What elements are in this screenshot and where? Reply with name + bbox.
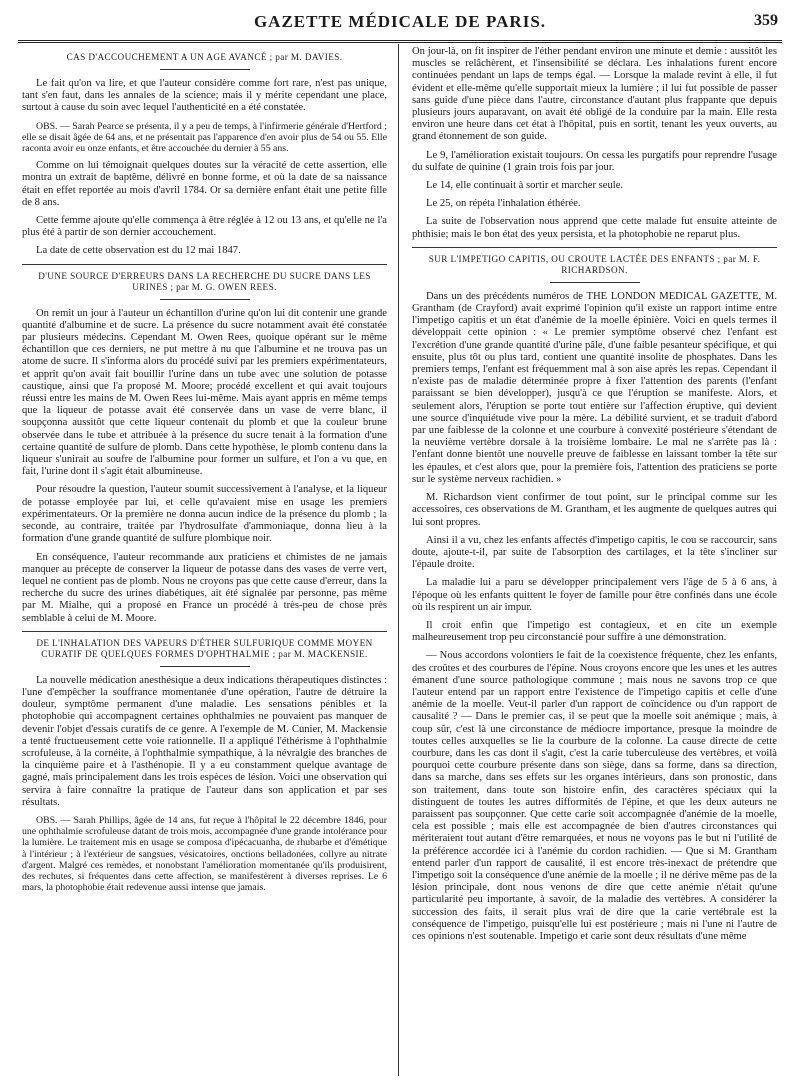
paragraph: On remit un jour à l'auteur un échantillon d'urine qu'on lui dit contenir une grande quantité d'albumine et de sucre. La présence du sucre notamment avait été constatée par plusieurs médecins. Cependant M. Owen Rees, quoique opérant sur le même échantillon que ces derniers, ne put mettre à nu que l'albumine et ne trouva pas un atome de sucre. Il s'informa alors du procédé suivi par les premiers expérimentateurs, et apprit qu'on avait fait bouillir l'urine dans un tube avec une solution de potasse caustique, ainsi que l'a proposé M. Moore; procédé excellent et qui avait toujours réussi entre les mains de M. Owen Rees lui-même. Mais ayant appris en même temps que la liqueur de potasse avait été conservée dans un vase de verre blanc, il soupçonna aussitôt que cette liqueur contenait du plomb et que la couleur brune observée dans le tube et attribuée à la présence du sucre tenait à la formation d'une certaine quantité de sulfure de plomb. Dans cette hypothèse, le plomb contenu dans la liqueur s'unirait au soufre de l'albumine pour former un sulfure, et l'on a vu que, en fait, l'urine dont il s'agit était albumineuse. (22, 307, 387, 478)
paragraph: Le 25, on répéta l'inhalation éthérée. (426, 198, 581, 210)
paragraph: La suite de l'observation nous apprend que cette malade fut ensuite atteinte de phthisie; mais le bon état des yeux persista, et la photophobie ne reparut plus. (412, 216, 777, 240)
paragraph: Cette femme ajoute qu'elle commença à être réglée à 12 ou 13 ans, et qu'elle ne l'a plus été à partir de son dernier accouchement. (22, 215, 387, 239)
section-rule (22, 264, 387, 265)
paragraph: La nouvelle médication anesthésique a deux indications thérapeutiques distinctes : l'une d'empêcher la souffrance momentanée d'une opération, l'autre de détruire la douleur, symptôme permanent d'une maladie. Les sensations pénibles et la photophobie qui accompagnent certaines ophthalmies ne pouvaient pas manquer de devenir l'objet d'essais curatifs de ce genre. A l'exemple de M. Cunier, M. Mackensie a tenté fructueusement cette voie rationnelle. Il a appliqué l'éthérisme à l'ophthalmie scrofuleuse, à la cornéite, à l'ophthalmie sympathique, à la névralgie des branches de la cinquième paire et à l'asthénopie. Il y a eu constamment quelque avantage de gagné, mais principalement dans les trois espèces de lésion. Voici une observation qui servira à faire connaître la pratique de l'auteur dans son application et par ses résultats. (22, 674, 387, 808)
paragraph: — Nous accordons volontiers le fait de la coexistence fréquente, chez les enfants, des croûtes et des courbures de l'épine. Nous croyons encore que les unes et les autres émanent d'une source pathologique commune ; mais nous ne savons trop ce que l'auteur entend par un rapport entre l'existence de l'impetigo capitis et celle d'une anémie de la moelle. Veut-il parler d'un rapport de coïncidence ou d'un rapport de causalité ? — Dans le premier cas, il se peut que la moelle soit anémique ; mais, à coup sûr, c'est là une circonstance de médiocre importance, presque la moindre de toutes celles auxquelles se lie la courbure de la colonne. La cause directe de cette courbure, dans les cas dont il s'agit, c'est la carie tuberculeuse des vertèbres, et voilà pourquoi cette courbure présente dans son siège, dans sa forme, dans sa direction, dans sa marche, dans ses effets sur les organes intérieurs, dans son pronostic, dans son traitement, dans toute son histoire enfin, des caractères spéciaux qui la distinguent de toutes les autres difformités de l'épine, et que les deux auteurs ne paraissent pas soupçonner. Que cette carie soit accompagnée d'anémie de la moelle, cela est possible ; mais elle est accompagnée de bien d'autres circonstances qui mériteraient tout autant d'être remarquées, et nous ne voyons pas le but ni l'utilité de la préférence accordée ici à l'anémie du cordon rachidien. — Que si M. Grantham entend parler d'un rapport de causalité, il est encore très-inexact de prétendre que l'impetigo soit la conséquence d'une anémie de la moelle ; il ne dérive même pas de la lésion principale, dont nous venons de dire que cette anémie n'était qu'une particularité peu importante, à savoir, de la maladie des vertèbres. A considérer la succession des faits, il serait plus vrai de dire que la carie vertébrale est la conséquence de l'impetigo, puisqu'elle lui est postérieure ; mais ni l'une ni l'autre de ces opinions n'est soutenable. Impetigo et carie sont deux résultats d'une même (412, 650, 777, 942)
heading-rule (160, 299, 250, 300)
page-header (18, 10, 782, 38)
column-divider (398, 44, 399, 1076)
paragraph: Le 14, elle continuait à sortir et marcher seule. (426, 180, 624, 192)
observation-paragraph: OBS. — Sarah Pearce se présenta, il y a peu de temps, à l'infirmerie générale d'Hertford ; elle se disait âgée de 64 ans, et ne présentait pas l'apparence d'en avoir plus de 54 ou 55. Elle raconta avoir eu onze enfants, et être accouchée du dernier à 55 ans. (22, 120, 387, 155)
page-number: 359 (754, 12, 778, 29)
paragraph: En conséquence, l'auteur recommande aux praticiens et chimistes de ne jamais manquer au précepte de conserver la liqueur de potasse dans des vases de verre vert, lequel ne contient pas de plomb. Nous ne croyons pas que cette cause d'erreur, dans la recherche du sucre des urines diabétiques, ait été signalée par personne, pas même par M. Mialhe, qui a proposé en France un procédé à très-peu de chose près semblable à celui de M. Moore. (22, 551, 387, 624)
journal-title: GAZETTE MÉDICALE DE PARIS. (253, 12, 547, 31)
section-rule (412, 247, 777, 248)
heading-rule (550, 282, 640, 283)
header-rule (18, 40, 782, 43)
left-column (22, 46, 387, 1074)
paragraph: La date de cette observation est du 12 mai 1847. (36, 245, 241, 257)
paragraph: Pour résoudre la question, l'auteur soumit successivement à l'analyse, et la liqueur de potasse employée par lui, et celle qu'avaient mise en usage les premiers expérimentateurs. Or la première ne donna aucun indice de la présence du plomb ; la seconde, au contraire, traitée par l'hydrosulfate d'ammoniaque, donna lieu à la formation d'une grande quantité de sulfure plombique noir. (22, 484, 387, 545)
paragraph: Le fait qu'on va lire, et que l'auteur considère comme fort rare, n'est pas unique, tant s'en faut, dans les annales de la science; mais il y mérite cependant une place, surtout à cause du soin avec lequel l'authenticité en a été constatée. (22, 78, 387, 114)
section-rule (22, 631, 387, 632)
paragraph: Comme on lui témoignait quelques doutes sur la véracité de cette assertion, elle montra un extrait de baptême, délivré en bonne forme, et où la date de sa naissance était en effet reportée au mois d'avril 1784. Or sa dernière enfant était une petite fille de 8 ans. (22, 160, 387, 208)
section-heading-impetigo: SUR L'IMPETIGO CAPITIS, OU CROUTE LACTÉE DES ENFANTS ; par M. F. RICHARDSON. (428, 253, 761, 275)
paragraph: On jour-là, on fit inspirer de l'éther pendant environ une minute et demie : aussitôt les muscles se relâchèrent, et l'insensibilité se déclara. Les inhalations furent encore continuées pendant un laps de temps égal. — Lorsque la malade revint à elle, il fut évident et elle-même qu'elle supportait mieux la lumière ; il lui fut possible de passer sans guide d'une pièce dans l'autre, circonstance d'autant plus frappante que depuis plusieurs jours auparavant, on avait été obligé de la conduire par la main. Elle resta environ une heure dans cet état à l'hôpital, puis en sortit, tenant les yeux ouverts, au grand étonnement de son guide. (412, 46, 777, 143)
section-heading-accouchement: CAS D'ACCOUCHEMENT A UN AGE AVANCÉ ; par M. DAVIES. (66, 52, 343, 62)
paragraph: M. Richardson vient confirmer de tout point, sur le principal comme sur les accessoires, ces observations de M. Grantham, et les augmente de quelques autres qui lui sont propres. (412, 492, 777, 528)
right-column (412, 46, 777, 1074)
observation-paragraph: OBS. — Sarah Phillips, âgée de 14 ans, fut reçue à l'hôpital le 22 décembre 1846, pour une ophthalmie scrofuleuse datant de trois mois, accompagnée d'une grande intolérance pour la lumière. Le traitement mis en usage se composa d'ipécacuanha, de rhubarbe et d'émétique à l'intérieur ; à l'extérieur de sangsues, vésicatoires, onctions belladonées, collyre au nitrate d'argent. Malgré ces remèdes, et nonobstant l'amélioration momentanée qu'ils produisirent, des rechutes, si fréquentes dans cette affection, se manifestèrent à diverses reprises. Le 6 mars, la photophobie était redevenue aussi intense que jamais. (22, 814, 387, 894)
section-heading-sucre: D'UNE SOURCE D'ERREURS DANS LA RECHERCHE DU SUCRE DANS LES URINES ; par M. G. OWEN REES. (38, 270, 371, 292)
paragraph: Le 9, l'amélioration existait toujours. On cessa les purgatifs pour reprendre l'usage du sulfate de quinine (1 grain trois fois par jour. (412, 149, 777, 173)
paragraph: Il croit enfin que l'impetigo est contagieux, et en cite un exemple malheureusement trop peu circonstancié pour suffire à une démonstration. (412, 619, 777, 644)
heading-rule (160, 666, 250, 667)
paragraph: Dans un des précédents numéros de THE LONDON MEDICAL GAZETTE, M. Grantham (de Crayford) avait exprimé l'opinion qu'il existe un rapport intime entre l'impetigo capitis et un état d'anémie de la moelle épinière. Voici en quels termes il développait cette opinion : « Le premier symptôme observé chez l'enfant est l'excrétion d'une grande quantité d'urine pâle, d'une faible pesanteur spécifique, et qui ensuite, plus tôt ou plus tard, contient une quantité insolite de phosphates. Dans les premiers temps, l'enfant est fréquemment mal à son aise après les repas. Cependant il n'existe pas de maladie déterminée propre à fixer l'attention des parents (l'enfant paraissant se bien développer), jusqu'à ce que l'éruption se manifeste. Alors, et seulement alors, l'éruption se porte tout entière sur l'affection éruptive, qui devient une source d'inquiétude vive pour la mère. La débilité survient, et se traduit d'abord par une faiblesse de la colonne et une courbure à convexité postérieure s'étendant de la neuvième vertèbre dorsale à la troisième lombaire. Le mal ne s'arrête pas là : l'enfant donne bientôt une nouvelle preuve de faiblesse en laissant tomber la tête sur les épaules, et c'est alors que, pour la première fois, l'attention des praticiens se porte sur le système nerveux rachidien. » (412, 290, 777, 485)
heading-rule (160, 69, 250, 70)
paragraph: La maladie lui a paru se développer principalement vers l'âge de 5 à 6 ans, à l'époque où les enfants quittent le foyer de famille pour être confinés dans une école où ils respirent un air impur. (412, 577, 777, 613)
section-heading-ether: DE L'INHALATION DES VAPEURS D'ÉTHER SULFURIQUE COMME MOYEN CURATIF DE QUELQUES FORMES D'OPHTHALMIE ; par M. MACKENSIE. (36, 637, 373, 659)
paragraph: Ainsi il a vu, chez les enfants affectés d'impetigo capitis, le cou se raccourcir, sans doute, ajoute-t-il, par suite de l'absorption des cartilages, et la tête s'incliner sur l'épaule droite. (412, 534, 777, 571)
